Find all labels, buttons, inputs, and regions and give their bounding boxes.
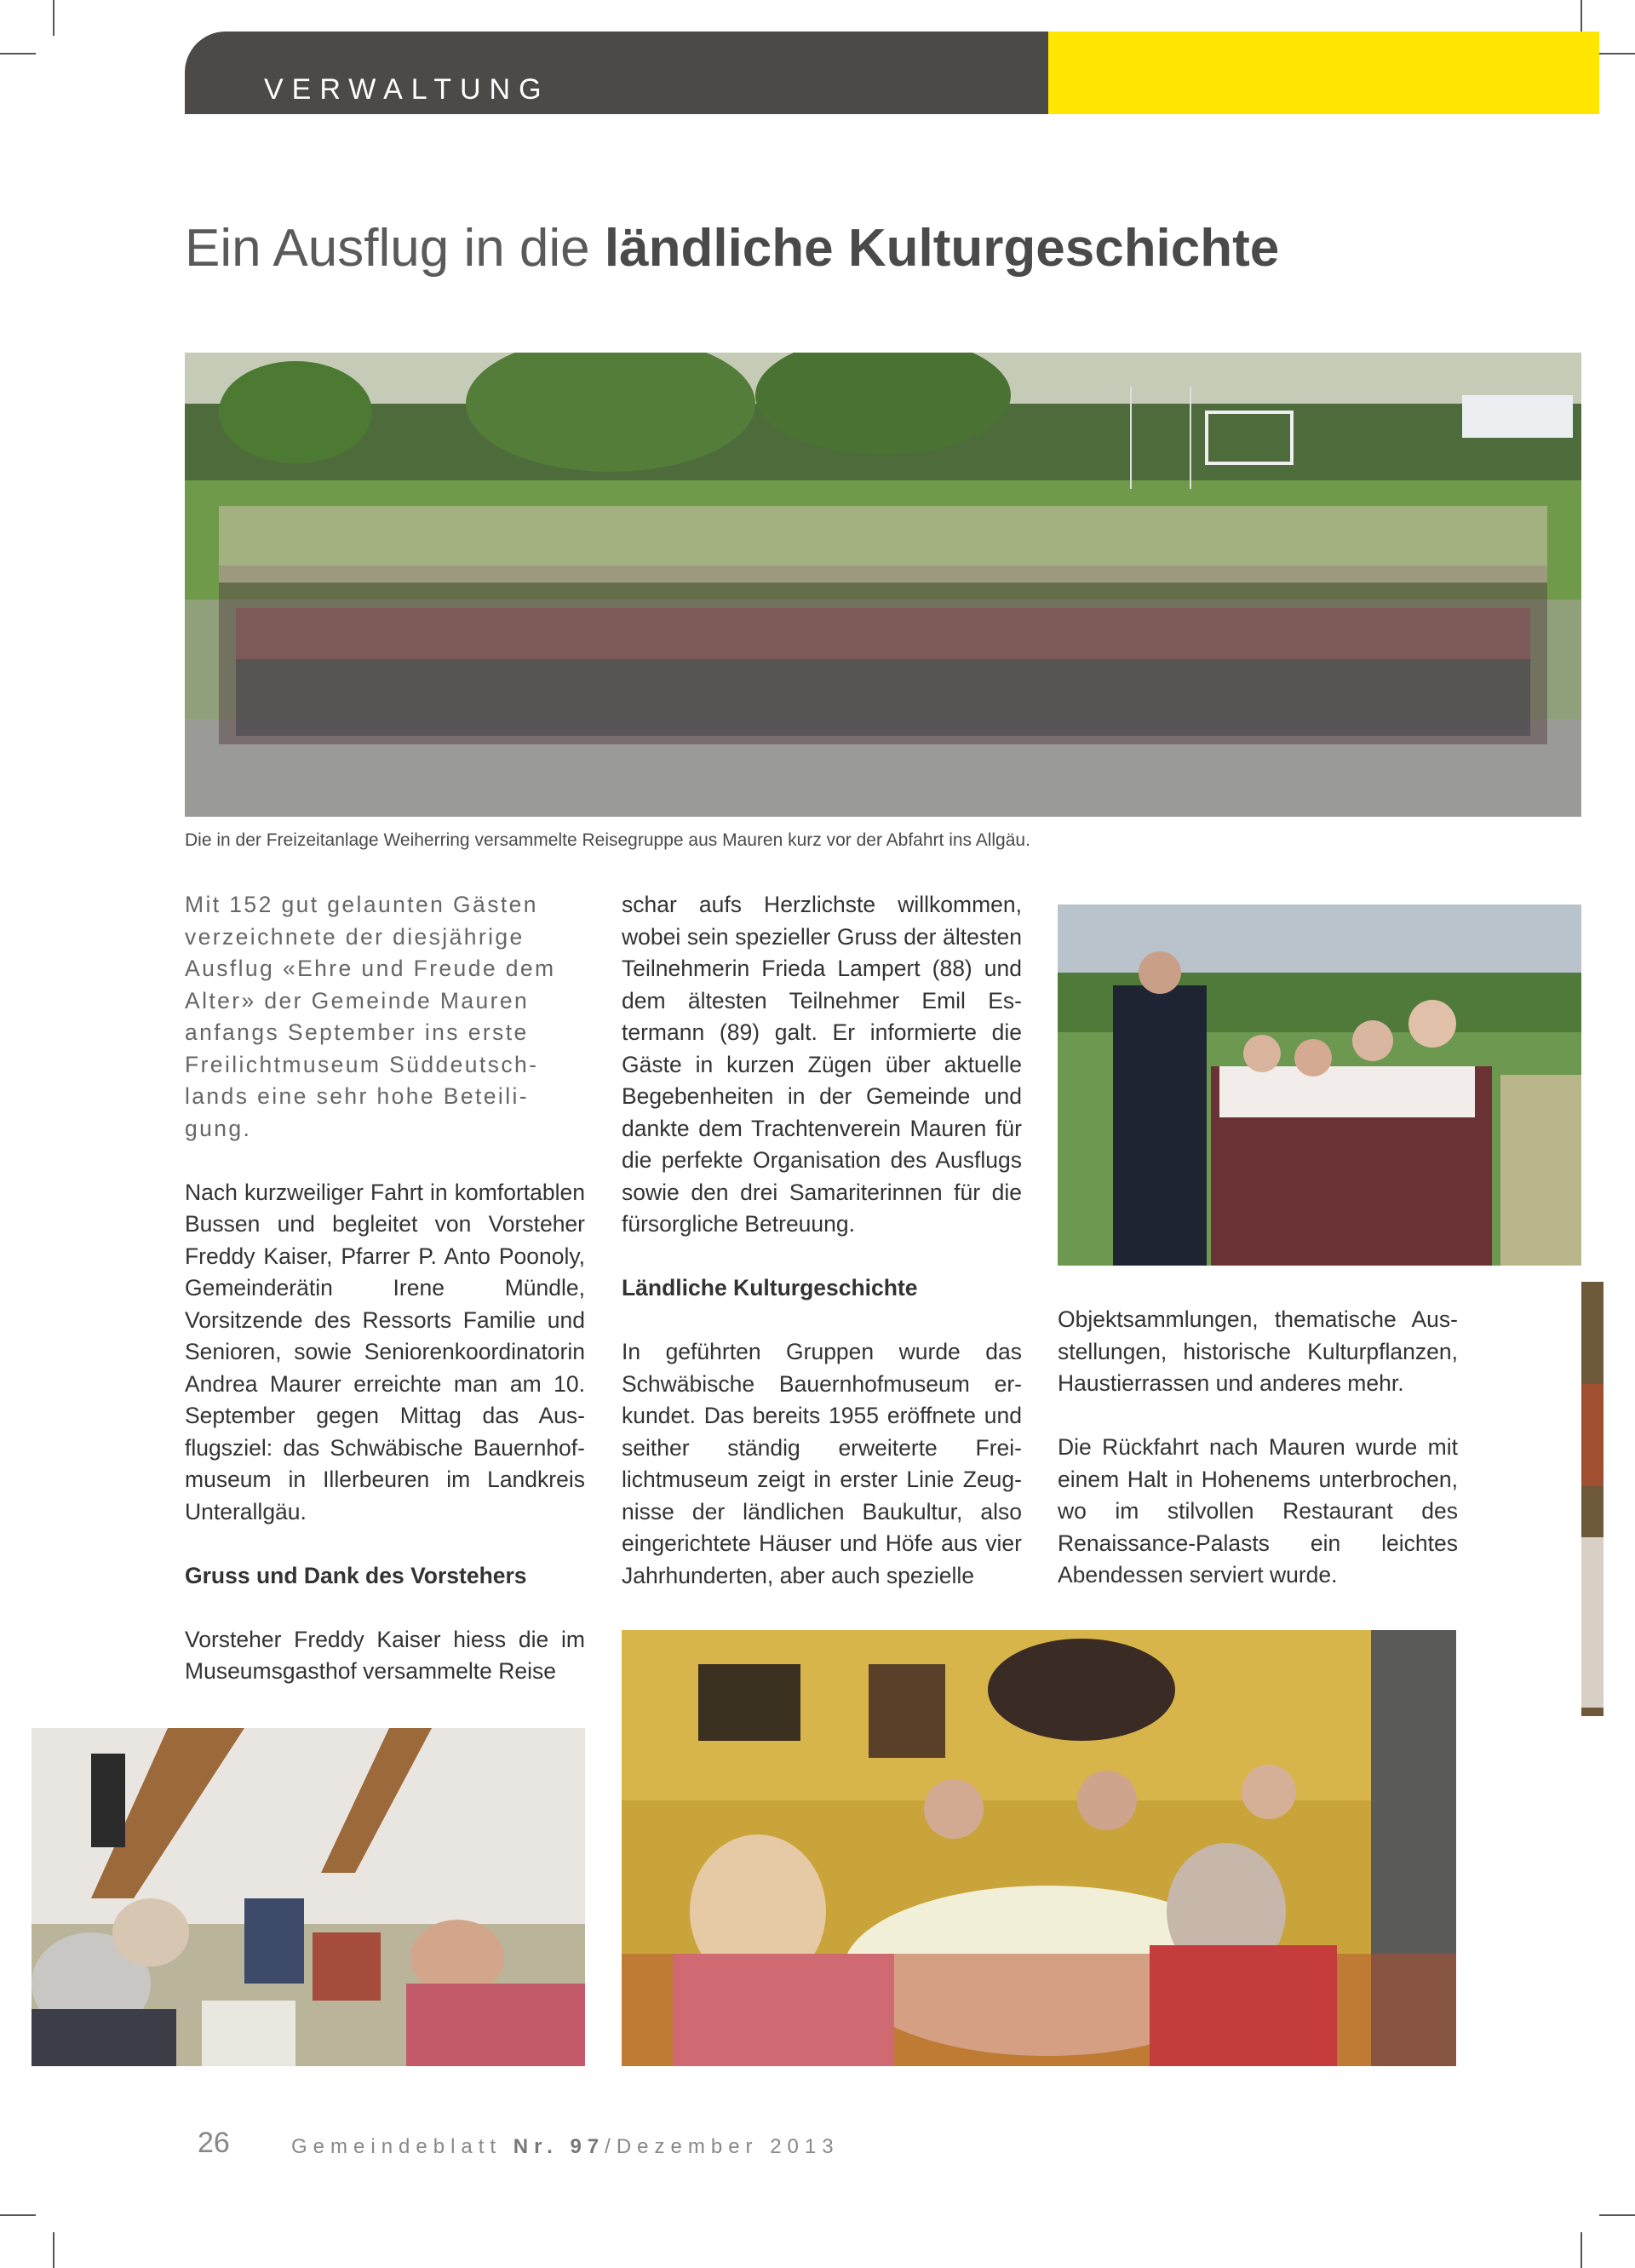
crop-mark	[53, 2232, 54, 2268]
body-paragraph: In geführten Gruppen wurde das Schwäbische Bauernhofmuseum erkundet. Das bereits 1955 eröffnete und seither ständig erweiterte Freilichtmuseum zeigt in erster Linie Zeugnisse der ländlichen Baukultur, also eingerichtete Häuser und Höfe aus vier Jahrhunderten, aber auch spezielle	[622, 1339, 1022, 1588]
lead-line: Mit 152 gut gelaunten Gästen	[185, 892, 538, 917]
crop-mark	[0, 53, 36, 55]
text-column-3	[1058, 1304, 1458, 1592]
body-paragraph: Vorsteher Freddy Kaiser hiess die im Museumsgasthof versammelte Reise	[185, 1626, 585, 1684]
crop-mark	[53, 0, 54, 36]
greeting-photo	[1058, 904, 1581, 1266]
publication-name: Gemeindeblatt	[291, 2135, 513, 2158]
accent-band	[1048, 32, 1599, 114]
subheading: Gruss und Dank des Vorstehers	[185, 1562, 527, 1588]
crop-mark	[1580, 0, 1582, 36]
edge-strip	[1581, 1282, 1603, 1716]
lead-line: Alter» der Gemeinde Mauren	[185, 987, 530, 1013]
crop-mark	[1599, 53, 1635, 55]
restaurant-photo	[622, 1630, 1456, 2066]
section-label: VERWALTUNG	[264, 73, 550, 106]
issue-date: /Dezember 2013	[605, 2135, 840, 2158]
crop-mark	[0, 2214, 36, 2216]
title-bold: ländliche Kulturgeschichte	[604, 219, 1280, 278]
body-paragraph: Nach kurzweiliger Fahrt in komfortablen Bussen und begleitet von Vorsteher Freddy Kaiser, Pfarrer P. Anto Poonoly, Gemeinderätin Irene Mündle, Vorsitzende des Ressorts Familie und Senioren, sowie Seniorenkoordinatorin Andrea Maurer erreichte man am 10. September gegen Mittag das Ausflugsziel: das Schwäbische Bauernhofmuseum in Illerbeuren im Landkreis Unterallgäu.	[185, 1179, 585, 1524]
page-number: 26	[198, 2127, 230, 2159]
subheading: Ländliche Kulturgeschichte	[622, 1275, 918, 1301]
lead-line: verzeichnete der diesjährige	[185, 923, 525, 950]
lead-line: gung.	[185, 1115, 252, 1141]
lead-line: anfangs September ins erste	[185, 1019, 529, 1045]
lead-line: Ausflug «Ehre und Freude dem	[185, 956, 556, 981]
footer-publication	[291, 2135, 840, 2159]
lead-line: Freilichtmuseum Süddeutsch-	[185, 1051, 539, 1077]
title-light: Ein Ausflug in die	[185, 219, 605, 278]
article-title	[185, 218, 1279, 278]
body-paragraph: schar aufs Herzlichste willkommen, wobei sein spezieller Gruss der ältesten Teilnehmerin Frieda Lampert (88) und dem ältesten Teilnehmer Emil Estermann (89) galt. Er informierte die Gäste in kurzen Zügen über aktuelle Begebenheiten in der Gemeinde und dankte dem Trachtenverein Mauren für die perfekte Organisation des Ausflugs sowie den drei Samariterinnen für die fürsorgliche Betreuung.	[622, 892, 1022, 1237]
text-column-2	[622, 889, 1022, 1592]
text-column-1	[185, 889, 585, 1688]
crop-mark	[1599, 2214, 1635, 2216]
lead-line: lands eine sehr hohe Beteili-	[185, 1083, 530, 1109]
crop-mark	[1580, 2232, 1582, 2268]
museum-dining-photo	[32, 1728, 585, 2066]
issue-number: Nr. 97	[513, 2135, 605, 2158]
lead-paragraph	[185, 889, 585, 1145]
body-paragraph: Objektsammlungen, thematische Ausstellungen, historische Kulturpflanzen, Haustierrassen und anderes mehr.	[1058, 1306, 1458, 1396]
body-paragraph: Die Rückfahrt nach Mauren wurde mit einem Halt in Hohenems unterbrochen, wo im stilvollen Restaurant des Renaissance-Palasts ein leichtes Abendessen serviert wurde.	[1058, 1434, 1458, 1588]
photo-caption: Die in der Freizeitanlage Weiherring versammelte Reisegruppe aus Mauren kurz vor der Abfahrt ins Allgäu.	[185, 830, 1030, 850]
group-photo	[185, 353, 1581, 817]
